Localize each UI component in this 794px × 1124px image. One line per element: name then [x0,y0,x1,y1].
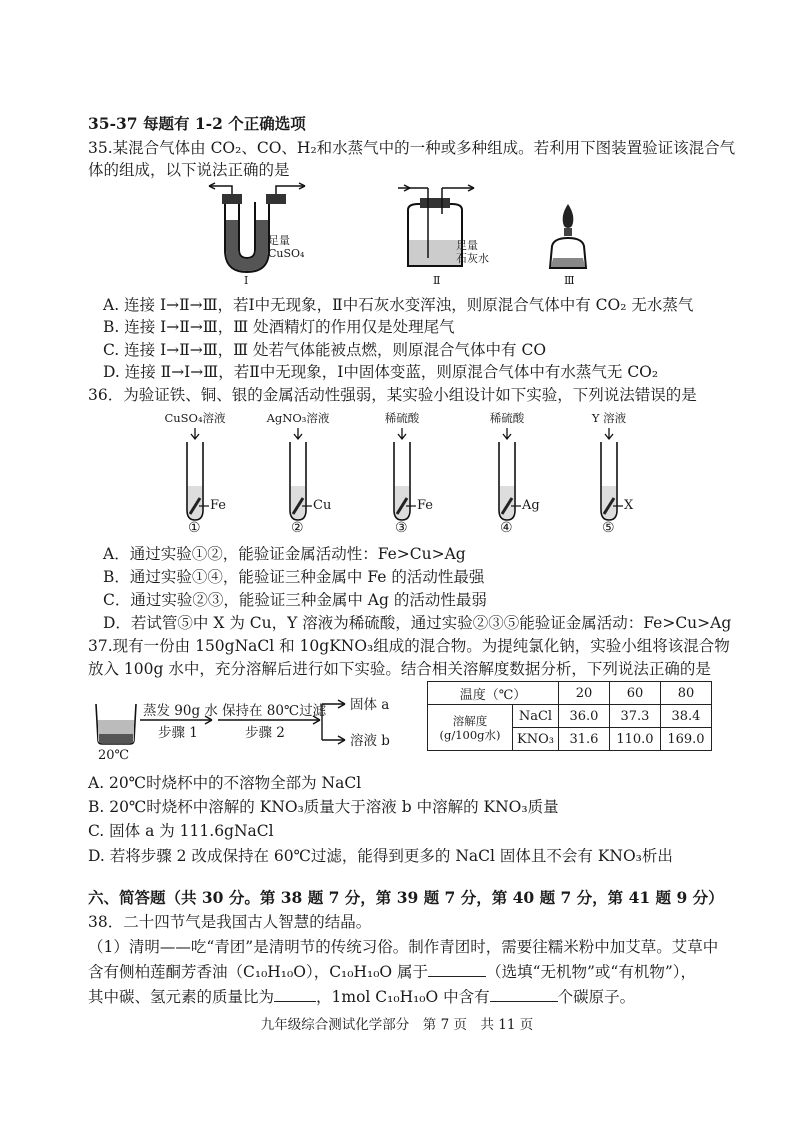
beaker-temperature: 20℃ [98,748,130,763]
q38-part1-line3 [88,986,635,1008]
alcohol-lamp [538,200,598,272]
tube-reagent-label: Y 溶液 [591,411,627,425]
answer-blank-2[interactable] [274,987,316,1002]
q38-text-3c: 个碳原子。 [557,988,636,1006]
q36-option-b: B．通过实验①④，能验证三种金属中 Fe 的活动性最强 [103,568,485,586]
section6-header: 六、简答题（共 30 分。第 38 题 7 分，第 39 题 7 分，第 40 题 7 分，第 41 题 9 分） [88,888,724,907]
tube-number: ② [291,520,304,536]
tube-metal-label: Fe [417,498,434,513]
table-temp-20: 20 [558,682,609,705]
kno3-20: 31.6 [558,728,609,751]
q37-option-d: D. 若将步骤 2 改成保持在 60℃过滤，能得到更多的 NaCl 固体且不会有 KNO₃析出 [88,847,673,865]
tube-reagent-label: 稀硫酸 [489,411,525,425]
q38-part1-line2 [88,961,696,983]
solubility-unit: (g/100g水) [439,727,501,742]
tube-metal-label: Ag [522,498,540,513]
nacl-60: 37.3 [609,705,660,728]
tube-metal-label: Fe [210,498,227,513]
tube-number: ④ [500,520,513,536]
tube-reagent-label: AgNO₃溶液 [266,411,330,425]
nacl-20: 36.0 [558,705,609,728]
tube-reagent-label: CuSO₄溶液 [164,411,226,425]
q37-stem-line2: 放入 100g 水中，充分溶解后进行如下实验。结合相关溶解度数据分析，下列说法正确的是 [88,660,711,678]
answer-blank-1[interactable] [428,962,486,977]
step2-label: 步骤 2 [245,725,285,741]
test-tube [589,426,629,526]
row-kno3-name: KNO₃ [513,728,559,751]
q36-option-a: A．通过实验①②，能验证金属活动性：Fe>Cu>Ag [103,545,466,563]
q35-stem-line1: 35.某混合气体由 CO₂、CO、H₂和水蒸气中的一种或多种组成。若利用下图装置验证该混合气 [88,139,736,157]
app2-number: Ⅱ [433,274,441,287]
app2-label-amount: 足量 [456,239,478,252]
q38-text-3b: ，1mol C₁₀H₁₀O 中含有 [316,988,490,1006]
q37-stem-line1: 37.现有一份由 150gNaCl 和 10gKNO₃组成的混合物。为提纯氯化钠，实验小组将该混合物 [88,637,730,655]
app2-label-reagent: 石灰水 [456,252,489,265]
app1-number: Ⅰ [244,274,249,287]
table-temp-80: 80 [660,682,711,705]
tube-metal-label: X [624,498,634,513]
u-tube-apparatus [205,180,315,285]
test-tube [278,426,318,526]
q38-part1-line1: （1）清明——吃“青团”是清明节的传统习俗。制作青团时，需要往糯米粉中加艾草。艾草中 [88,938,719,956]
table-header-temperature: 温度（℃） [428,682,559,705]
step2-action: 保持在 80℃过滤 [222,703,327,719]
q37-option-a: A. 20℃时烧杯中的不溶物全部为 NaCl [88,774,362,792]
nacl-80: 38.4 [660,705,711,728]
page-footer: 九年级综合测试化学部分 第 7 页 共 11 页 [260,1017,534,1033]
test-tube [382,426,422,526]
output-solid-a: 固体 a [350,697,390,713]
q37-option-c: C. 固体 a 为 111.6gNaCl [88,822,274,840]
app1-label-amount: 足量 [268,234,290,247]
q38-text-3a: 其中碳、氢元素的质量比为 [88,988,275,1006]
q38-text-2a: 含有侧柏莲酮芳香油（C₁₀H₁₀O），C₁₀H₁₀O 属于 [88,963,429,981]
kno3-60: 110.0 [609,728,660,751]
q35-stem-line2: 体的组成，以下说法正确的是 [88,161,290,179]
table-header-solubility [428,705,513,751]
q35-option-c: C. 连接 Ⅰ→Ⅱ→Ⅲ，Ⅲ 处若气体能被点燃，则原混合气体中有 CO [103,341,547,359]
test-tube [487,426,527,526]
q36-option-c: C．通过实验②③，能验证三种金属中 Ag 的活动性最弱 [103,591,487,609]
output-solution-b: 溶液 b [350,733,390,749]
tube-reagent-label: 稀硫酸 [384,411,420,425]
q35-option-b: B. 连接 Ⅰ→Ⅱ→Ⅲ，Ⅲ 处酒精灯的作用仅是处理尾气 [103,318,455,336]
q36-stem: 36．为验证铁、铜、银的金属活动性强弱，某实验小组设计如下实验，下列说法错误的是 [88,386,697,404]
solubility-label: 溶解度 [452,713,488,728]
step1-action: 蒸发 90g 水 [143,703,218,719]
kno3-80: 169.0 [660,728,711,751]
app3-number: Ⅲ [564,274,575,287]
q38-stem: 38．二十四节气是我国古人智慧的结晶。 [88,913,372,931]
tube-number: ⑤ [602,520,615,536]
q38-text-2b: （选填“无机物”或“有机物”）， [486,963,697,981]
test-tube [175,426,215,526]
q35-option-a: A. 连接 Ⅰ→Ⅱ→Ⅲ，若Ⅰ中无现象，Ⅱ中石灰水变浑浊，则原混合气体中有 CO₂ 无水蒸气 [103,296,694,314]
section-header: 35-37 每题有 1-2 个正确选项 [88,114,306,133]
row-nacl-name: NaCl [513,705,559,728]
q35-option-d: D. 连接 Ⅱ→Ⅰ→Ⅲ，若Ⅱ中无现象，Ⅰ中固体变蓝，则原混合气体中有水蒸气无 CO₂ [103,363,659,381]
q36-option-d: D．若试管⑤中 X 为 Cu，Y 溶液为稀硫酸，通过实验②③⑤能验证金属活动：Fe>Cu>Ag [103,614,732,632]
q37-option-b: B. 20℃时烧杯中溶解的 KNO₃质量大于溶液 b 中溶解的 KNO₃质量 [88,798,559,816]
tube-number: ① [188,520,201,536]
tube-number: ③ [395,520,408,536]
table-temp-60: 60 [609,682,660,705]
solubility-table [427,681,712,751]
tube-metal-label: Cu [313,498,332,513]
app1-label-reagent: CuSO₄ [268,247,305,260]
step1-label: 步骤 1 [158,725,198,741]
answer-blank-3[interactable] [490,987,558,1002]
